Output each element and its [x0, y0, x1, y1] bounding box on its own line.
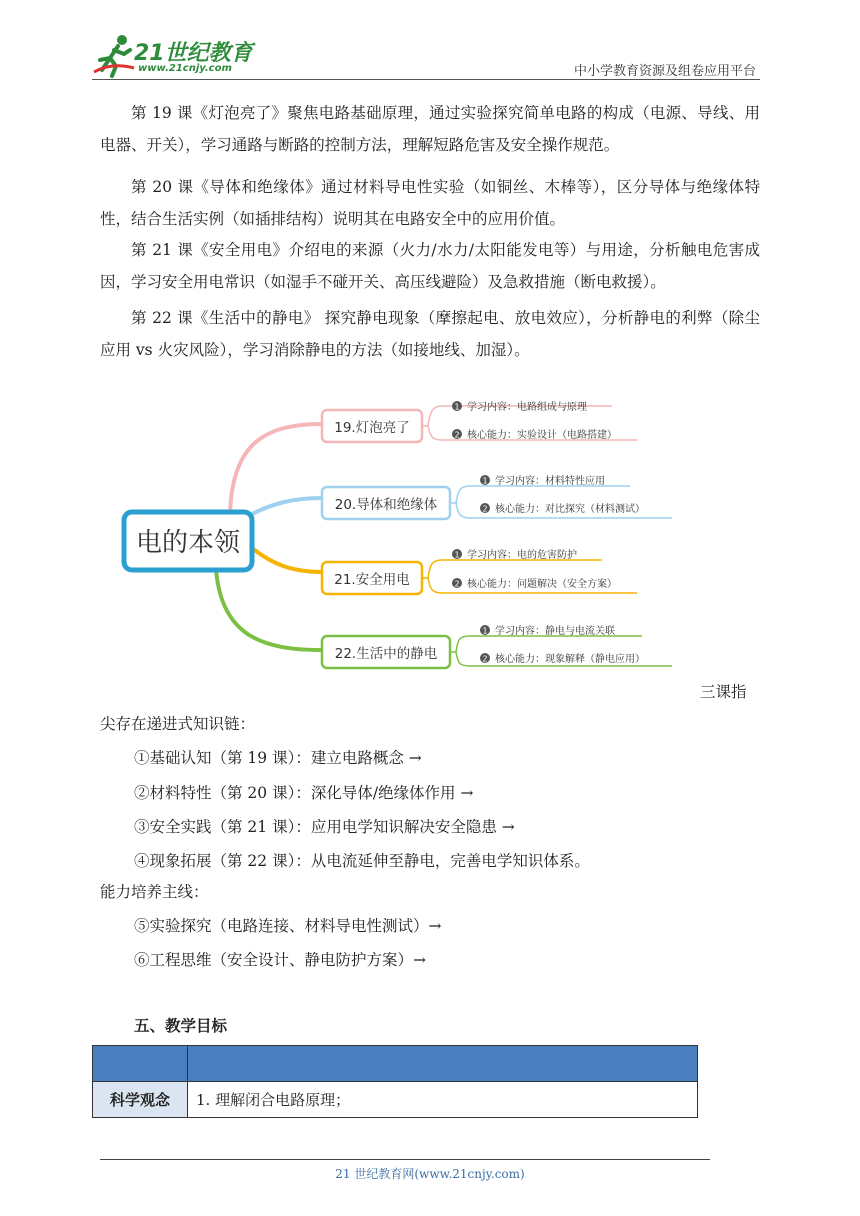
- footer-divider: [100, 1159, 710, 1160]
- mindmap-node-20-label: 20.导体和绝缘体: [334, 497, 438, 513]
- chain-item-1: ①基础认知（第 19 课）：建立电路概念 →: [134, 749, 422, 767]
- footer-text[interactable]: 21 世纪教育网(www.21cnjy.com): [335, 1167, 525, 1181]
- svg-text:2: 2: [482, 504, 488, 514]
- paragraph-lesson-21: 第 21 课《安全用电》介绍电的来源（火力/水力/太阳能发电等）与用途，分析触电危害成因，学习安全用电常识（如湿手不碰开关、高压线避险）及急救措施（断电救援）。: [100, 241, 760, 291]
- goal-text: 1. 理解闭合电路原理；: [188, 1082, 698, 1118]
- mindmap-22-item-1: 学习内容：静电与电流关联: [495, 626, 615, 637]
- svg-text:2: 2: [454, 579, 460, 589]
- mindmap-link-19: [230, 424, 322, 514]
- paragraph-lesson-22: 第 22 课《生活中的静电》 探究静电现象（摩擦起电、放电效应），分析静电的利弊（除尘应用 vs 火灾风险），学习消除静电的方法（如接地线、加湿）。: [100, 309, 760, 359]
- chain-intro-tail: 三课指: [700, 683, 747, 701]
- mindmap-19-item-2: 核心能力：实验设计（电路搭建）: [467, 430, 617, 441]
- ability-item-6: ⑥工程思维（安全设计、静电防护方案）→: [134, 951, 426, 969]
- mindmap-node-21-label: 21.安全用电: [334, 572, 410, 588]
- runner-logo-icon: [92, 32, 136, 78]
- mindmap-21-item-1: 学习内容：电的危害防护: [467, 550, 577, 561]
- chain-item-4: ④现象拓展（第 22 课）：从电流延伸至静电，完善电学知识体系。: [134, 852, 590, 870]
- mindmap-19-item-1: 学习内容：电路组成与原理: [467, 402, 587, 413]
- goals-table-header: [93, 1046, 698, 1082]
- svg-text:1: 1: [454, 402, 460, 412]
- header-divider: [92, 79, 760, 80]
- ability-item-5: ⑤实验探究（电路连接、材料导电性测试）→: [134, 917, 442, 935]
- chain-item-3: ③安全实践（第 21 课）：应用电学知识解决安全隐患 →: [134, 818, 515, 836]
- logo-text: 21世纪教育: [134, 41, 253, 66]
- mindmap-link-21: [252, 548, 322, 572]
- paragraph-lesson-20: 第 20 课《导体和绝缘体》通过材料导电性实验（如铜丝、木棒等），区分导体与绝缘体特性，结合生活实例（如插排结构）说明其在电路安全中的应用价值。: [100, 178, 760, 228]
- svg-text:1: 1: [482, 626, 488, 636]
- page-header: [92, 30, 760, 80]
- goal-label: 科学观念: [93, 1082, 188, 1118]
- mindmap-link-22: [216, 570, 322, 650]
- mindmap-node-22-label: 22.生活中的静电: [334, 646, 438, 662]
- site-logo: [92, 30, 262, 80]
- paragraph-lesson-19: 第 19 课《灯泡亮了》聚焦电路基础原理，通过实验探究简单电路的构成（电源、导线、用电器、开关），学习通路与断路的控制方法，理解短路危害及安全操作规范。: [100, 104, 760, 154]
- mindmap-22-item-2: 核心能力：现象解释（静电应用）: [495, 654, 645, 665]
- goals-table: [92, 1045, 698, 1118]
- mindmap-diagram: [112, 386, 682, 671]
- mindmap-20-item-2: 核心能力：对比探究（材料测试）: [495, 504, 645, 515]
- chain-item-2: ②材料特性（第 20 课）：深化导体/绝缘体作用 →: [134, 784, 474, 802]
- mindmap-node-19-label: 19.灯泡亮了: [334, 420, 410, 436]
- goals-header-cell-1: [93, 1046, 188, 1082]
- svg-text:2: 2: [454, 430, 460, 440]
- platform-name: 中小学教育资源及组卷应用平台: [573, 64, 756, 79]
- section-title: 五、教学目标: [134, 1017, 228, 1035]
- goals-header-cell-2: [188, 1046, 698, 1082]
- mindmap-link-20: [252, 498, 322, 514]
- svg-text:1: 1: [482, 476, 488, 486]
- mindmap-center-label: 电的本领: [135, 528, 241, 558]
- table-row: [93, 1082, 698, 1118]
- svg-text:2: 2: [482, 654, 488, 664]
- chain-intro-head: 尖存在递进式知识链：: [100, 715, 256, 733]
- ability-title: 能力培养主线：: [100, 883, 209, 901]
- svg-text:1: 1: [454, 550, 460, 560]
- mindmap-20-item-1: 学习内容：材料特性应用: [495, 476, 605, 487]
- logo-url: www.21cnjy.com: [138, 63, 232, 74]
- mindmap-21-item-2: 核心能力：问题解决（安全方案）: [467, 579, 617, 590]
